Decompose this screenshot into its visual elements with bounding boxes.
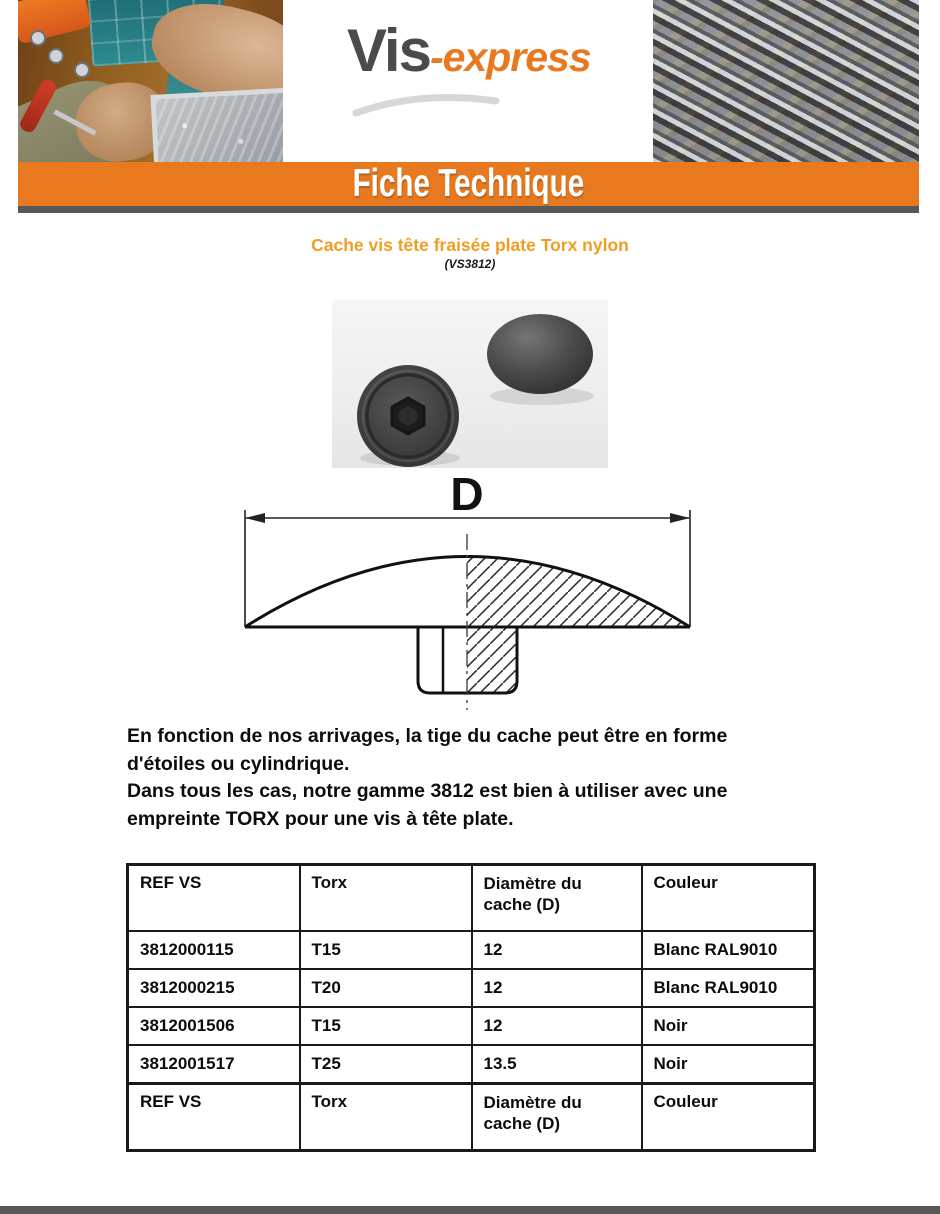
col-header-diametre: Diamètre du cache (D) — [472, 865, 642, 932]
cell-torx: T25 — [300, 1045, 472, 1084]
cell-diametre: 12 — [472, 1007, 642, 1045]
screws-pile-photo — [653, 0, 919, 163]
cell-couleur: Blanc RAL9010 — [642, 969, 815, 1007]
workbench-photo — [18, 0, 283, 163]
cell-diametre: 13.5 — [472, 1045, 642, 1084]
cell-ref: 3812000215 — [128, 969, 300, 1007]
col-header-couleur: Couleur — [642, 865, 815, 932]
vis-express-logo — [347, 16, 617, 85]
cell-couleur: Noir — [642, 1007, 815, 1045]
dimension-arrow-left — [245, 513, 265, 523]
product-title: Cache vis tête fraisée plate Torx nylon — [311, 235, 629, 255]
cell-diametre: 12 — [472, 969, 642, 1007]
product-photo — [332, 300, 608, 468]
product-reference: (VS3812) — [444, 257, 496, 271]
col-header-ref: REF VS — [128, 865, 300, 932]
table-header-row — [128, 865, 815, 932]
cell-couleur: Noir — [642, 1045, 815, 1084]
dimension-label-d: D — [450, 468, 484, 520]
cell-ref: 3812001506 — [128, 1007, 300, 1045]
washer — [48, 48, 64, 64]
cell-torx: T15 — [300, 931, 472, 969]
cell-couleur: Blanc RAL9010 — [642, 931, 815, 969]
fiche-banner — [18, 162, 919, 206]
page-bottom-bar — [0, 1206, 940, 1214]
washer — [74, 62, 90, 78]
description-line: empreinte TORX pour une vis à tête plate. — [127, 807, 514, 830]
logo-vis-text: Vis — [347, 17, 430, 84]
logo-express-text: -express — [429, 34, 591, 80]
description-line: d'étoiles ou cylindrique. — [127, 752, 350, 775]
fiche-banner-title: Fiche Technique — [352, 162, 585, 205]
logo-swoosh — [350, 86, 500, 120]
washer — [30, 30, 46, 46]
cell-torx: T20 — [300, 969, 472, 1007]
cell-diametre: 12 — [472, 931, 642, 969]
header-divider-rule — [18, 206, 919, 213]
footer-ref: REF VS — [128, 1084, 300, 1151]
technical-drawing — [230, 462, 700, 714]
table-row — [128, 931, 815, 969]
dome-cap — [487, 314, 593, 394]
footer-torx: Torx — [300, 1084, 472, 1151]
screw-tray — [150, 87, 283, 163]
spec-table — [126, 863, 816, 1152]
footer-diametre: Diamètre du cache (D) — [472, 1084, 642, 1151]
table-footer-row — [128, 1084, 815, 1151]
cell-ref: 3812000115 — [128, 931, 300, 969]
table-row — [128, 1045, 815, 1084]
table-row — [128, 1007, 815, 1045]
description-line: En fonction de nos arrivages, la tige du cache peut être en forme — [127, 725, 728, 747]
cell-ref: 3812001517 — [128, 1045, 300, 1084]
col-header-torx: Torx — [300, 865, 472, 932]
description-line: Dans tous les cas, notre gamme 3812 est bien à utiliser avec une — [127, 780, 728, 802]
footer-couleur: Couleur — [642, 1084, 815, 1151]
description-text — [127, 723, 827, 833]
cell-torx: T15 — [300, 1007, 472, 1045]
table-row — [128, 969, 815, 1007]
dimension-arrow-right — [670, 513, 690, 523]
